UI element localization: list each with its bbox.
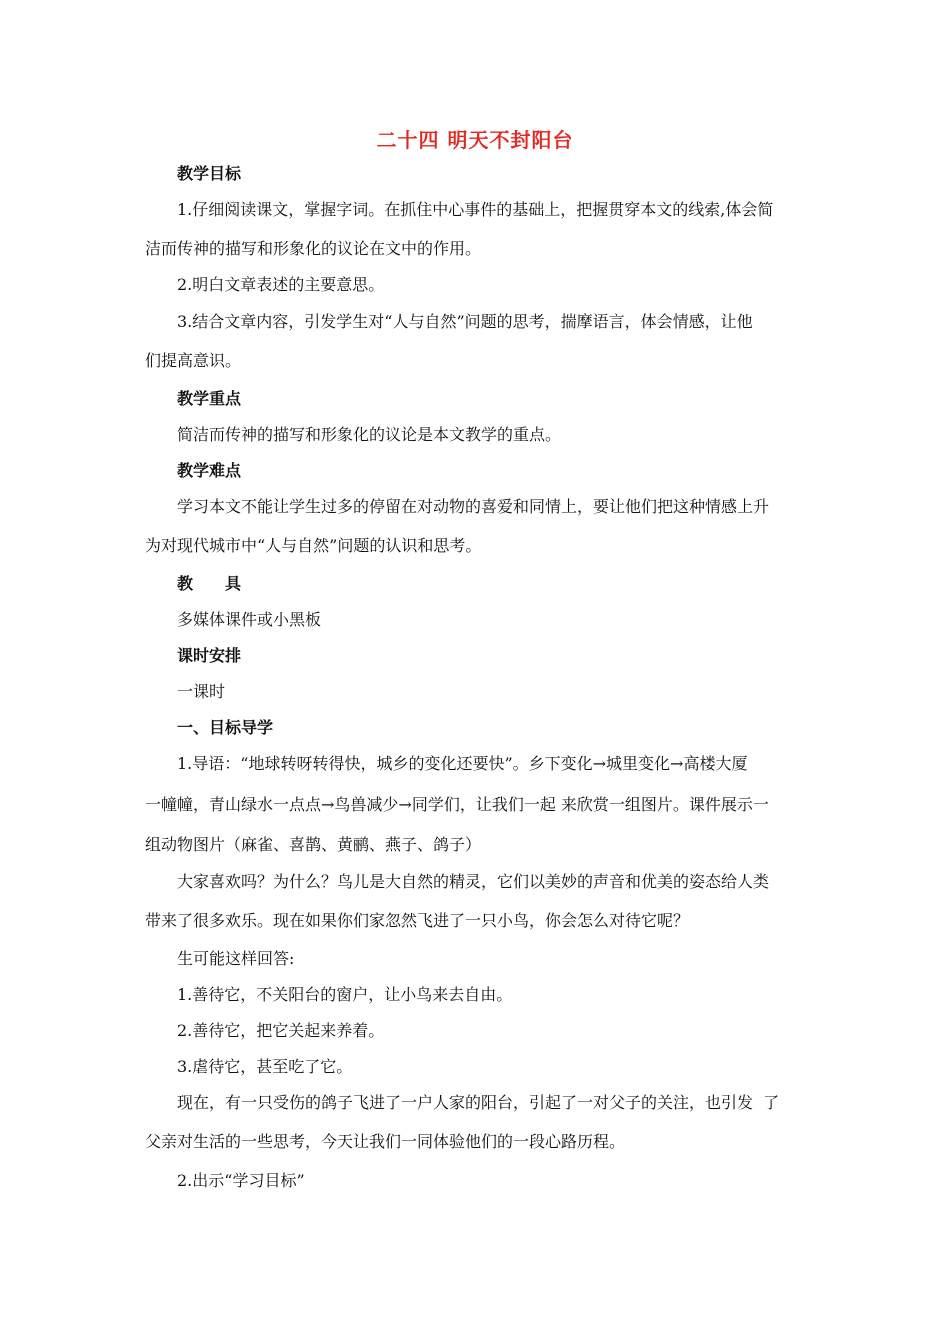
difficulties-line-2: 为对现代城市中“人与自然”问题的认识和思考。: [145, 536, 482, 555]
page-title: 二十四 明天不封阳台: [376, 128, 574, 152]
intro-line-2: 一幢幢，青山绿水一点点→鸟兽减少→同学们，让我们一起 来欣赏一组图片。课件展示一: [145, 795, 769, 814]
tools-text: 多媒体课件或小黑板: [177, 610, 322, 629]
schedule-text: 一课时: [177, 682, 226, 701]
question-line-1: 大家喜欢吗？为什么？鸟儿是大自然的精灵，它们以美妙的声音和优美的姿态给人类: [177, 872, 770, 891]
objective-3-line-1: 3.结合文章内容，引发学生对“人与自然”问题的思考，揣摩语言，体会情感，让他: [177, 312, 753, 331]
answer-1: 1.善待它，不关阳台的窗户，让小鸟来去自由。: [177, 985, 513, 1004]
answers-intro: 生可能这样回答:: [177, 949, 295, 968]
difficulties-line-1: 学习本文不能让学生过多的停留在对动物的喜爱和同情上，要让他们把这种情感上升: [177, 497, 770, 516]
heading-objectives: 教学目标: [177, 164, 242, 183]
heading-section-1: 一、目标导学: [177, 718, 274, 737]
intro-line-3: 组动物图片（麻雀、喜鹊、黄鹂、燕子、鸽子）: [145, 835, 482, 854]
objective-1-line-2: 洁而传神的描写和形象化的议论在文中的作用。: [145, 239, 482, 258]
answer-2: 2.善待它，把它关起来养着。: [177, 1021, 385, 1040]
heading-schedule: 课时安排: [177, 646, 242, 665]
objective-1-line-1: 1.仔细阅读课文，掌握字词。在抓住中心事件的基础上，把握贯穿本文的线索,体会简: [177, 200, 774, 219]
question-line-2: 带来了很多欢乐。现在如果你们家忽然飞进了一只小鸟，你会怎么对待它呢？: [145, 911, 690, 930]
story-line-1: 现在，有一只受伤的鸽子飞进了一户人家的阳台，引起了一对父子的关注，也引发 了: [177, 1093, 780, 1112]
key-points-text: 简洁而传神的描写和形象化的议论是本文教学的重点。: [177, 425, 562, 444]
heading-key-points: 教学重点: [177, 389, 242, 408]
story-line-2: 父亲对生活的一些思考，今天让我们一同体验他们的一段心路历程。: [145, 1132, 626, 1151]
intro-line-1: 1.导语：“地球转呀转得快，城乡的变化还要快”。乡下变化→城里变化→高楼大厦: [177, 754, 748, 773]
answer-3: 3.虐待它，甚至吃了它。: [177, 1057, 353, 1076]
heading-tools: 教 具: [177, 574, 242, 593]
objective-3-line-2: 们提高意识。: [145, 351, 242, 370]
heading-difficulties: 教学难点: [177, 461, 242, 480]
objective-2: 2.明白文章表述的主要意思。: [177, 275, 385, 294]
show-objectives: 2.出示“学习目标”: [177, 1171, 305, 1190]
